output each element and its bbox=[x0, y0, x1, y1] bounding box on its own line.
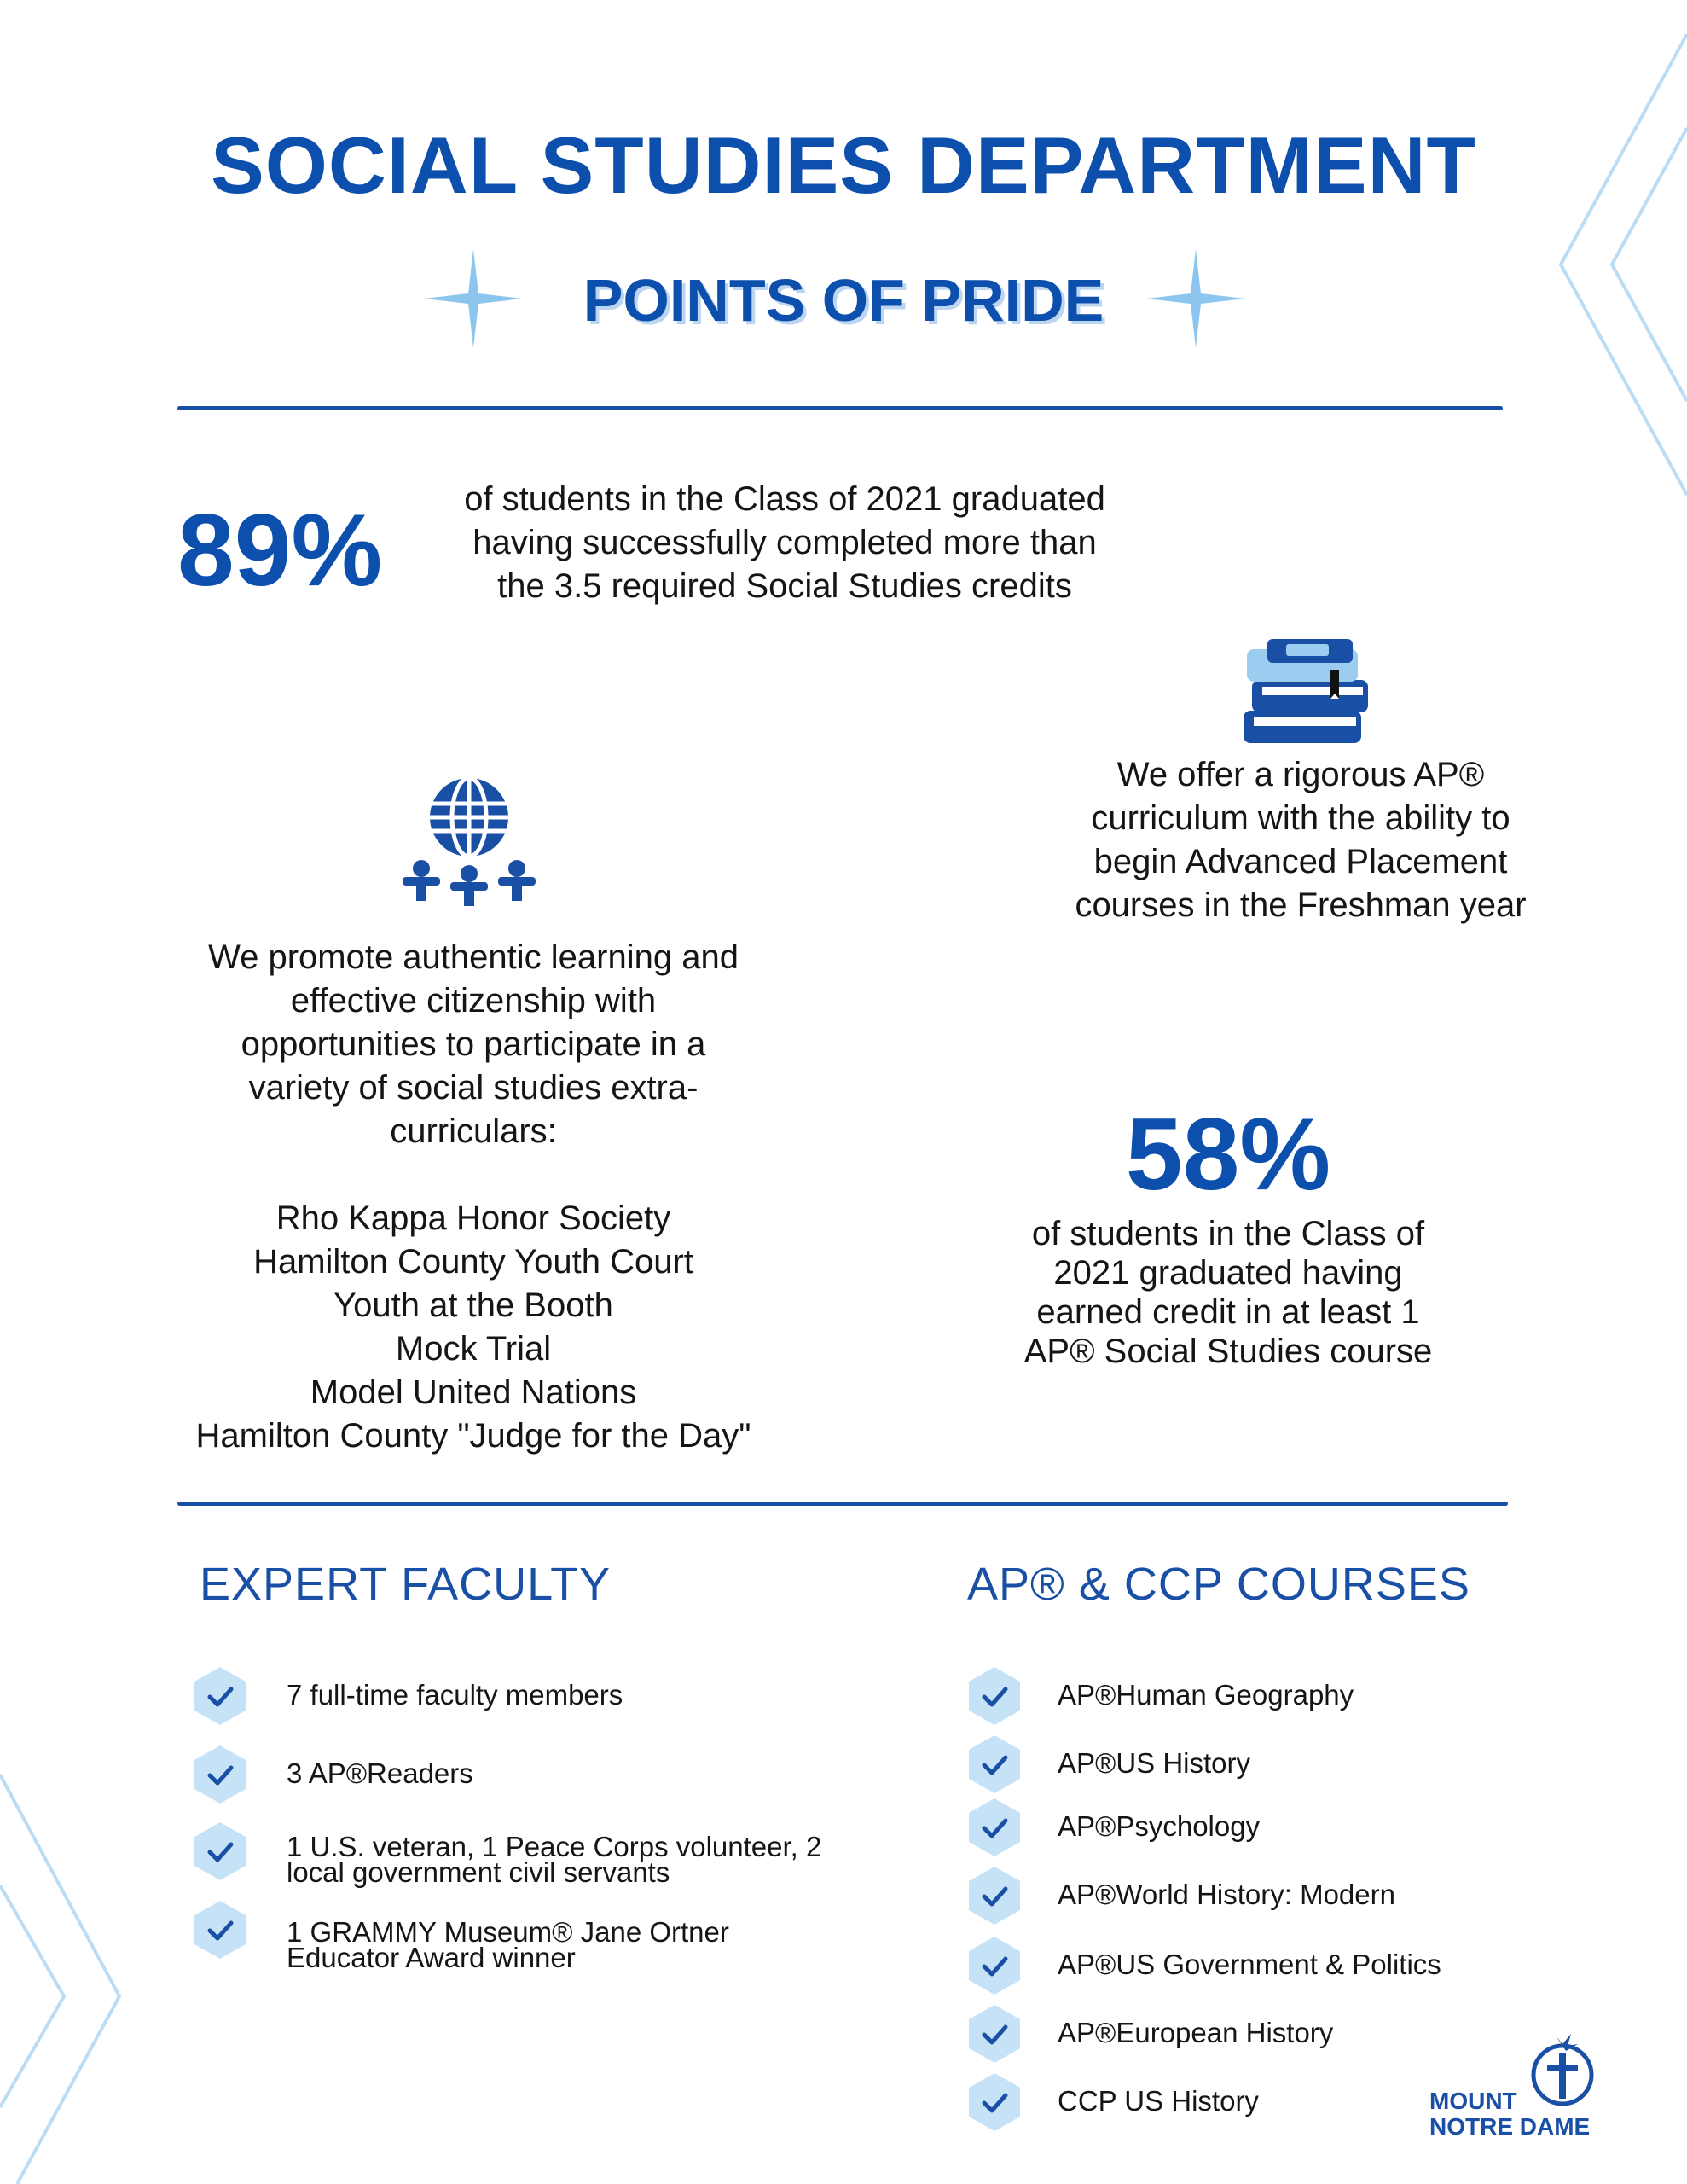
faculty-item: 7 full-time faculty members bbox=[189, 1665, 957, 1734]
check-icon bbox=[964, 1734, 1025, 1795]
stat-58-value: 58% bbox=[1125, 1097, 1331, 1211]
books-stack-icon bbox=[1237, 636, 1373, 751]
course-item: AP®European History bbox=[964, 2003, 1561, 2071]
logo-line-2: NOTRE DAME bbox=[1429, 2113, 1591, 2140]
course-item: AP®US Government & Politics bbox=[964, 1935, 1561, 2003]
check-icon bbox=[964, 1665, 1025, 1727]
check-icon bbox=[964, 2071, 1025, 2133]
stat-89-text: of students in the Class of 2021 graduated having successfully completed more than the 3.5 required Social Studies credits bbox=[464, 480, 1105, 605]
course-item: AP®World History: Modern bbox=[964, 1865, 1561, 1933]
divider-top bbox=[177, 406, 1503, 410]
activity-item: Model United Nations bbox=[310, 1374, 637, 1411]
check-icon bbox=[964, 2003, 1025, 2065]
faculty-item: 1 GRAMMY Museum® Jane Ortner Educator Award winner bbox=[189, 1899, 957, 1967]
globe-people-icon bbox=[401, 776, 537, 909]
course-item: AP®US History bbox=[964, 1734, 1561, 1802]
activity-item: Hamilton County Youth Court bbox=[253, 1243, 693, 1281]
logo-line-1: MOUNT bbox=[1429, 2088, 1517, 2114]
cross-emblem-icon bbox=[1530, 2030, 1598, 2107]
school-logo bbox=[1424, 2030, 1612, 2150]
page-subtitle: POINTS OF PRIDE bbox=[583, 267, 1104, 334]
check-icon bbox=[964, 1797, 1025, 1858]
page-title: SOCIAL STUDIES DEPARTMENT bbox=[211, 120, 1476, 210]
faculty-item: 3 AP®Readers bbox=[189, 1744, 957, 1812]
course-item: AP®Human Geography bbox=[964, 1665, 1561, 1734]
citizenship-text: We promote authentic learning and effective citizenship with opportunities to participate in a variety of social studies extra- curriculars: Rho Kappa Honor Society Hamilton County Youth Court Youth at the Booth Mock Trial Model United Nations Hamilton County "Judge for the Day" bbox=[128, 936, 819, 1458]
faculty-item: 1 U.S. veteran, 1 Peace Corps volunteer, 2 local government civil servants bbox=[189, 1821, 957, 1889]
activity-item: Rho Kappa Honor Society bbox=[275, 1199, 671, 1237]
check-icon bbox=[189, 1744, 251, 1805]
faculty-heading: EXPERT FACULTY bbox=[200, 1559, 612, 1610]
check-icon bbox=[189, 1821, 251, 1882]
ap-curriculum-text: We offer a rigorous AP® curriculum with the ability to begin Advanced Placement courses in the Freshman year bbox=[1075, 756, 1527, 924]
check-icon bbox=[189, 1665, 251, 1727]
activity-item: Mock Trial bbox=[395, 1330, 552, 1368]
decorative-chevron-left bbox=[0, 1749, 136, 2184]
divider-bottom bbox=[177, 1502, 1508, 1506]
sparkle-right-icon bbox=[1145, 247, 1247, 350]
check-icon bbox=[189, 1899, 251, 1960]
course-item: AP®Psychology bbox=[964, 1797, 1561, 1865]
activity-item: Hamilton County "Judge for the Day" bbox=[195, 1417, 751, 1455]
course-item: CCP US History bbox=[964, 2071, 1561, 2140]
stat-89-value: 89% bbox=[177, 493, 383, 607]
check-icon bbox=[964, 1865, 1025, 1926]
courses-heading: AP® & CCP COURSES bbox=[967, 1559, 1470, 1610]
activity-item: Youth at the Booth bbox=[333, 1287, 613, 1324]
check-icon bbox=[964, 1935, 1025, 1996]
stat-58-text: of students in the Class of 2021 graduated having earned credit in at least 1 AP® Social Studies course bbox=[1023, 1215, 1433, 1370]
